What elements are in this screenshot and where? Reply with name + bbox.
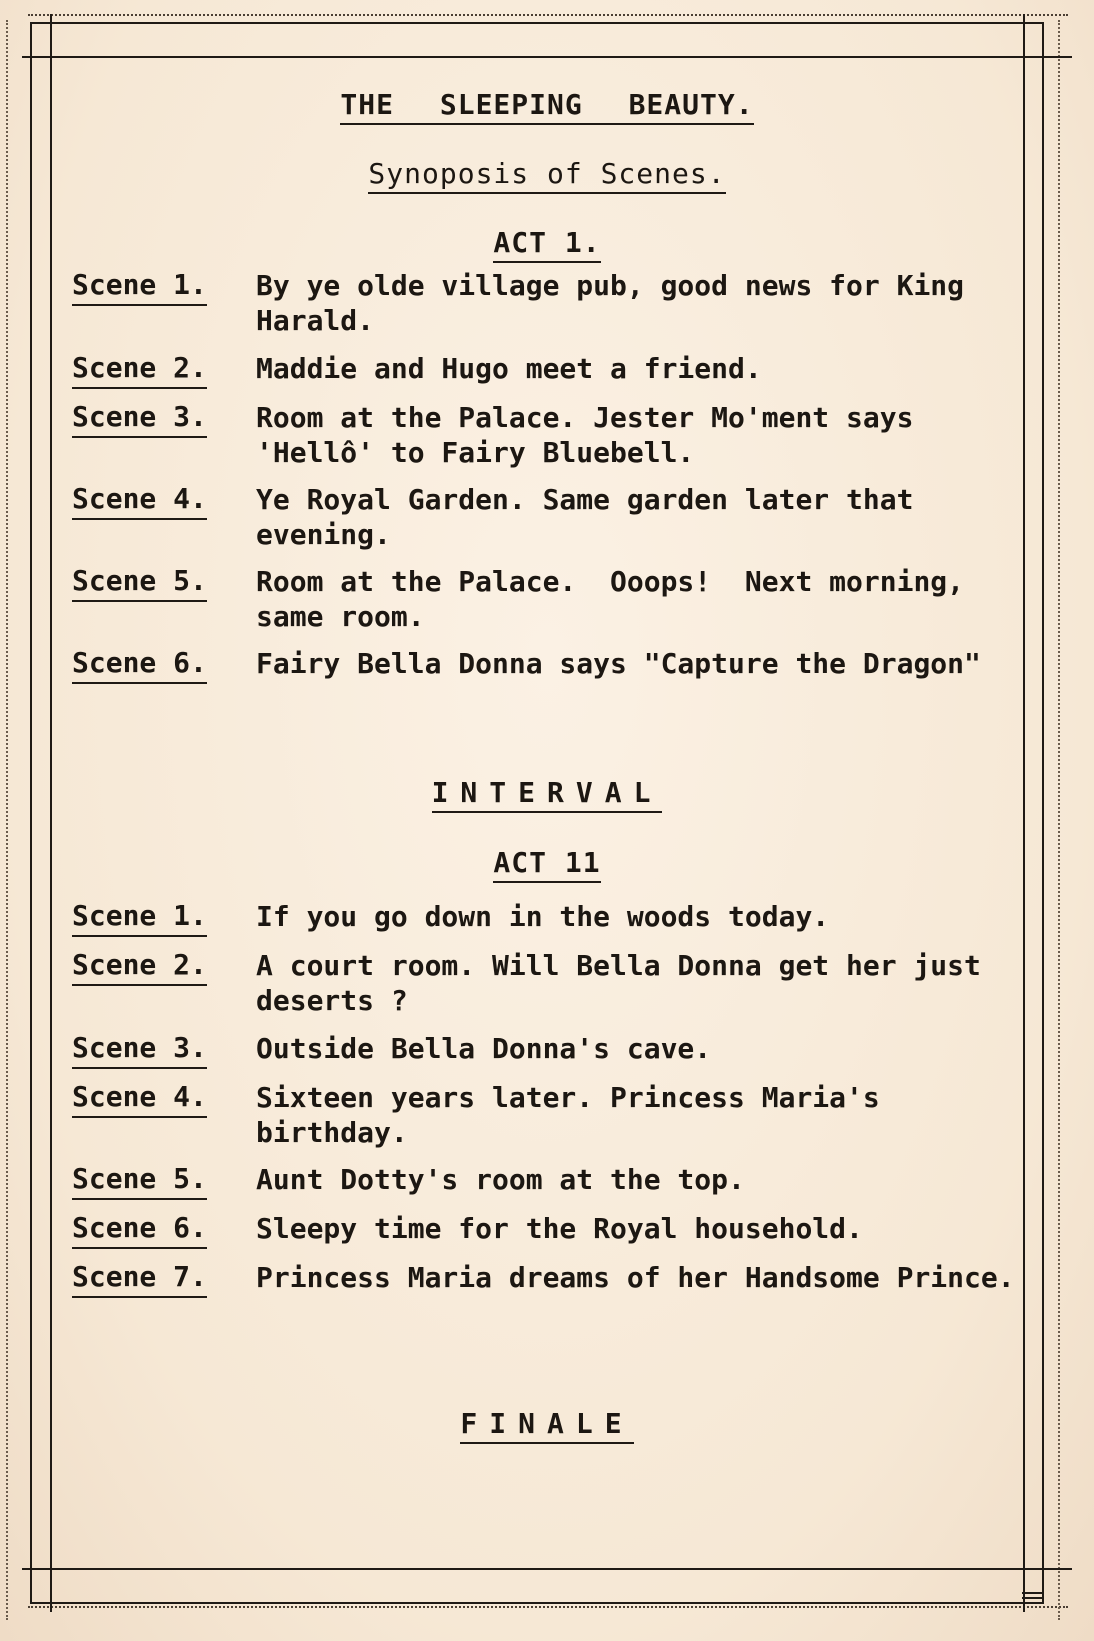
scene-label: [72, 482, 207, 515]
document-subtitle: [0, 157, 1094, 190]
scene-label-text: Scene 5.: [72, 564, 207, 602]
act-1-heading-text: ACT 1.: [493, 226, 600, 263]
scene-description: Ye Royal Garden. Same garden later that evening.: [256, 483, 931, 551]
scene-description: Sleepy time for the Royal household.: [256, 1212, 863, 1245]
act-2-heading: [0, 846, 1094, 879]
scene-label-text: Scene 7.: [72, 1260, 207, 1298]
scene-label: [72, 351, 207, 384]
scene-description: A court room. Will Bella Donna get her just deserts ?: [256, 949, 998, 1017]
scene-description: Aunt Dotty's room at the top.: [256, 1163, 745, 1196]
scene-label-text: Scene 5.: [72, 1162, 207, 1200]
scene-description: Outside Bella Donna's cave.: [256, 1032, 712, 1065]
scene-label-text: Scene 4.: [72, 482, 207, 520]
scene-label: [72, 1211, 207, 1244]
scene-description: If you go down in the woods today.: [256, 900, 830, 933]
scene-label-text: Scene 3.: [72, 1031, 207, 1069]
scene-label-text: Scene 3.: [72, 400, 207, 438]
document-subtitle-text: Synoposis of Scenes.: [368, 157, 725, 194]
interval-heading: [0, 776, 1094, 809]
scene-label: [72, 948, 207, 981]
scene-description: By ye olde village pub, good news for King Harald.: [256, 269, 981, 337]
document-title-text: THE SLEEPING BEAUTY.: [340, 88, 753, 125]
finale-heading: [0, 1407, 1094, 1440]
scene-label-text: Scene 2.: [72, 351, 207, 389]
scene-description: Princess Maria dreams of her Handsome Prince.: [256, 1261, 1015, 1294]
scene-label: [72, 400, 207, 433]
scene-label-text: Scene 6.: [72, 646, 207, 684]
scene-label-text: Scene 4.: [72, 1080, 207, 1118]
scene-label-text: Scene 2.: [72, 948, 207, 986]
scene-label: [72, 268, 207, 301]
interval-heading-text: INTERVAL: [432, 776, 663, 813]
scene-description: Maddie and Hugo meet a friend.: [256, 352, 762, 385]
scene-label: [72, 1080, 207, 1113]
scene-label: [72, 1162, 207, 1195]
document-title: [0, 88, 1094, 121]
act-2-heading-text: ACT 11: [493, 846, 600, 883]
scene-label: [72, 899, 207, 932]
scene-description: Fairy Bella Donna says "Capture the Dragon": [256, 647, 981, 680]
finale-heading-text: FINALE: [460, 1407, 633, 1444]
scene-label-text: Scene 6.: [72, 1211, 207, 1249]
scene-description: Sixteen years later. Princess Maria's birthday.: [256, 1081, 897, 1149]
scene-label-text: Scene 1.: [72, 268, 207, 306]
scene-label: [72, 1031, 207, 1064]
scene-label: [72, 646, 207, 679]
scene-label-text: Scene 1.: [72, 899, 207, 937]
scene-label: [72, 564, 207, 597]
scene-description: Room at the Palace. Ooops! Next morning, same room.: [256, 565, 981, 633]
act-1-heading: [0, 226, 1094, 259]
scene-label: [72, 1260, 207, 1293]
scene-description: Room at the Palace. Jester Mo'ment says 'Hellô' to Fairy Bluebell.: [256, 401, 931, 469]
